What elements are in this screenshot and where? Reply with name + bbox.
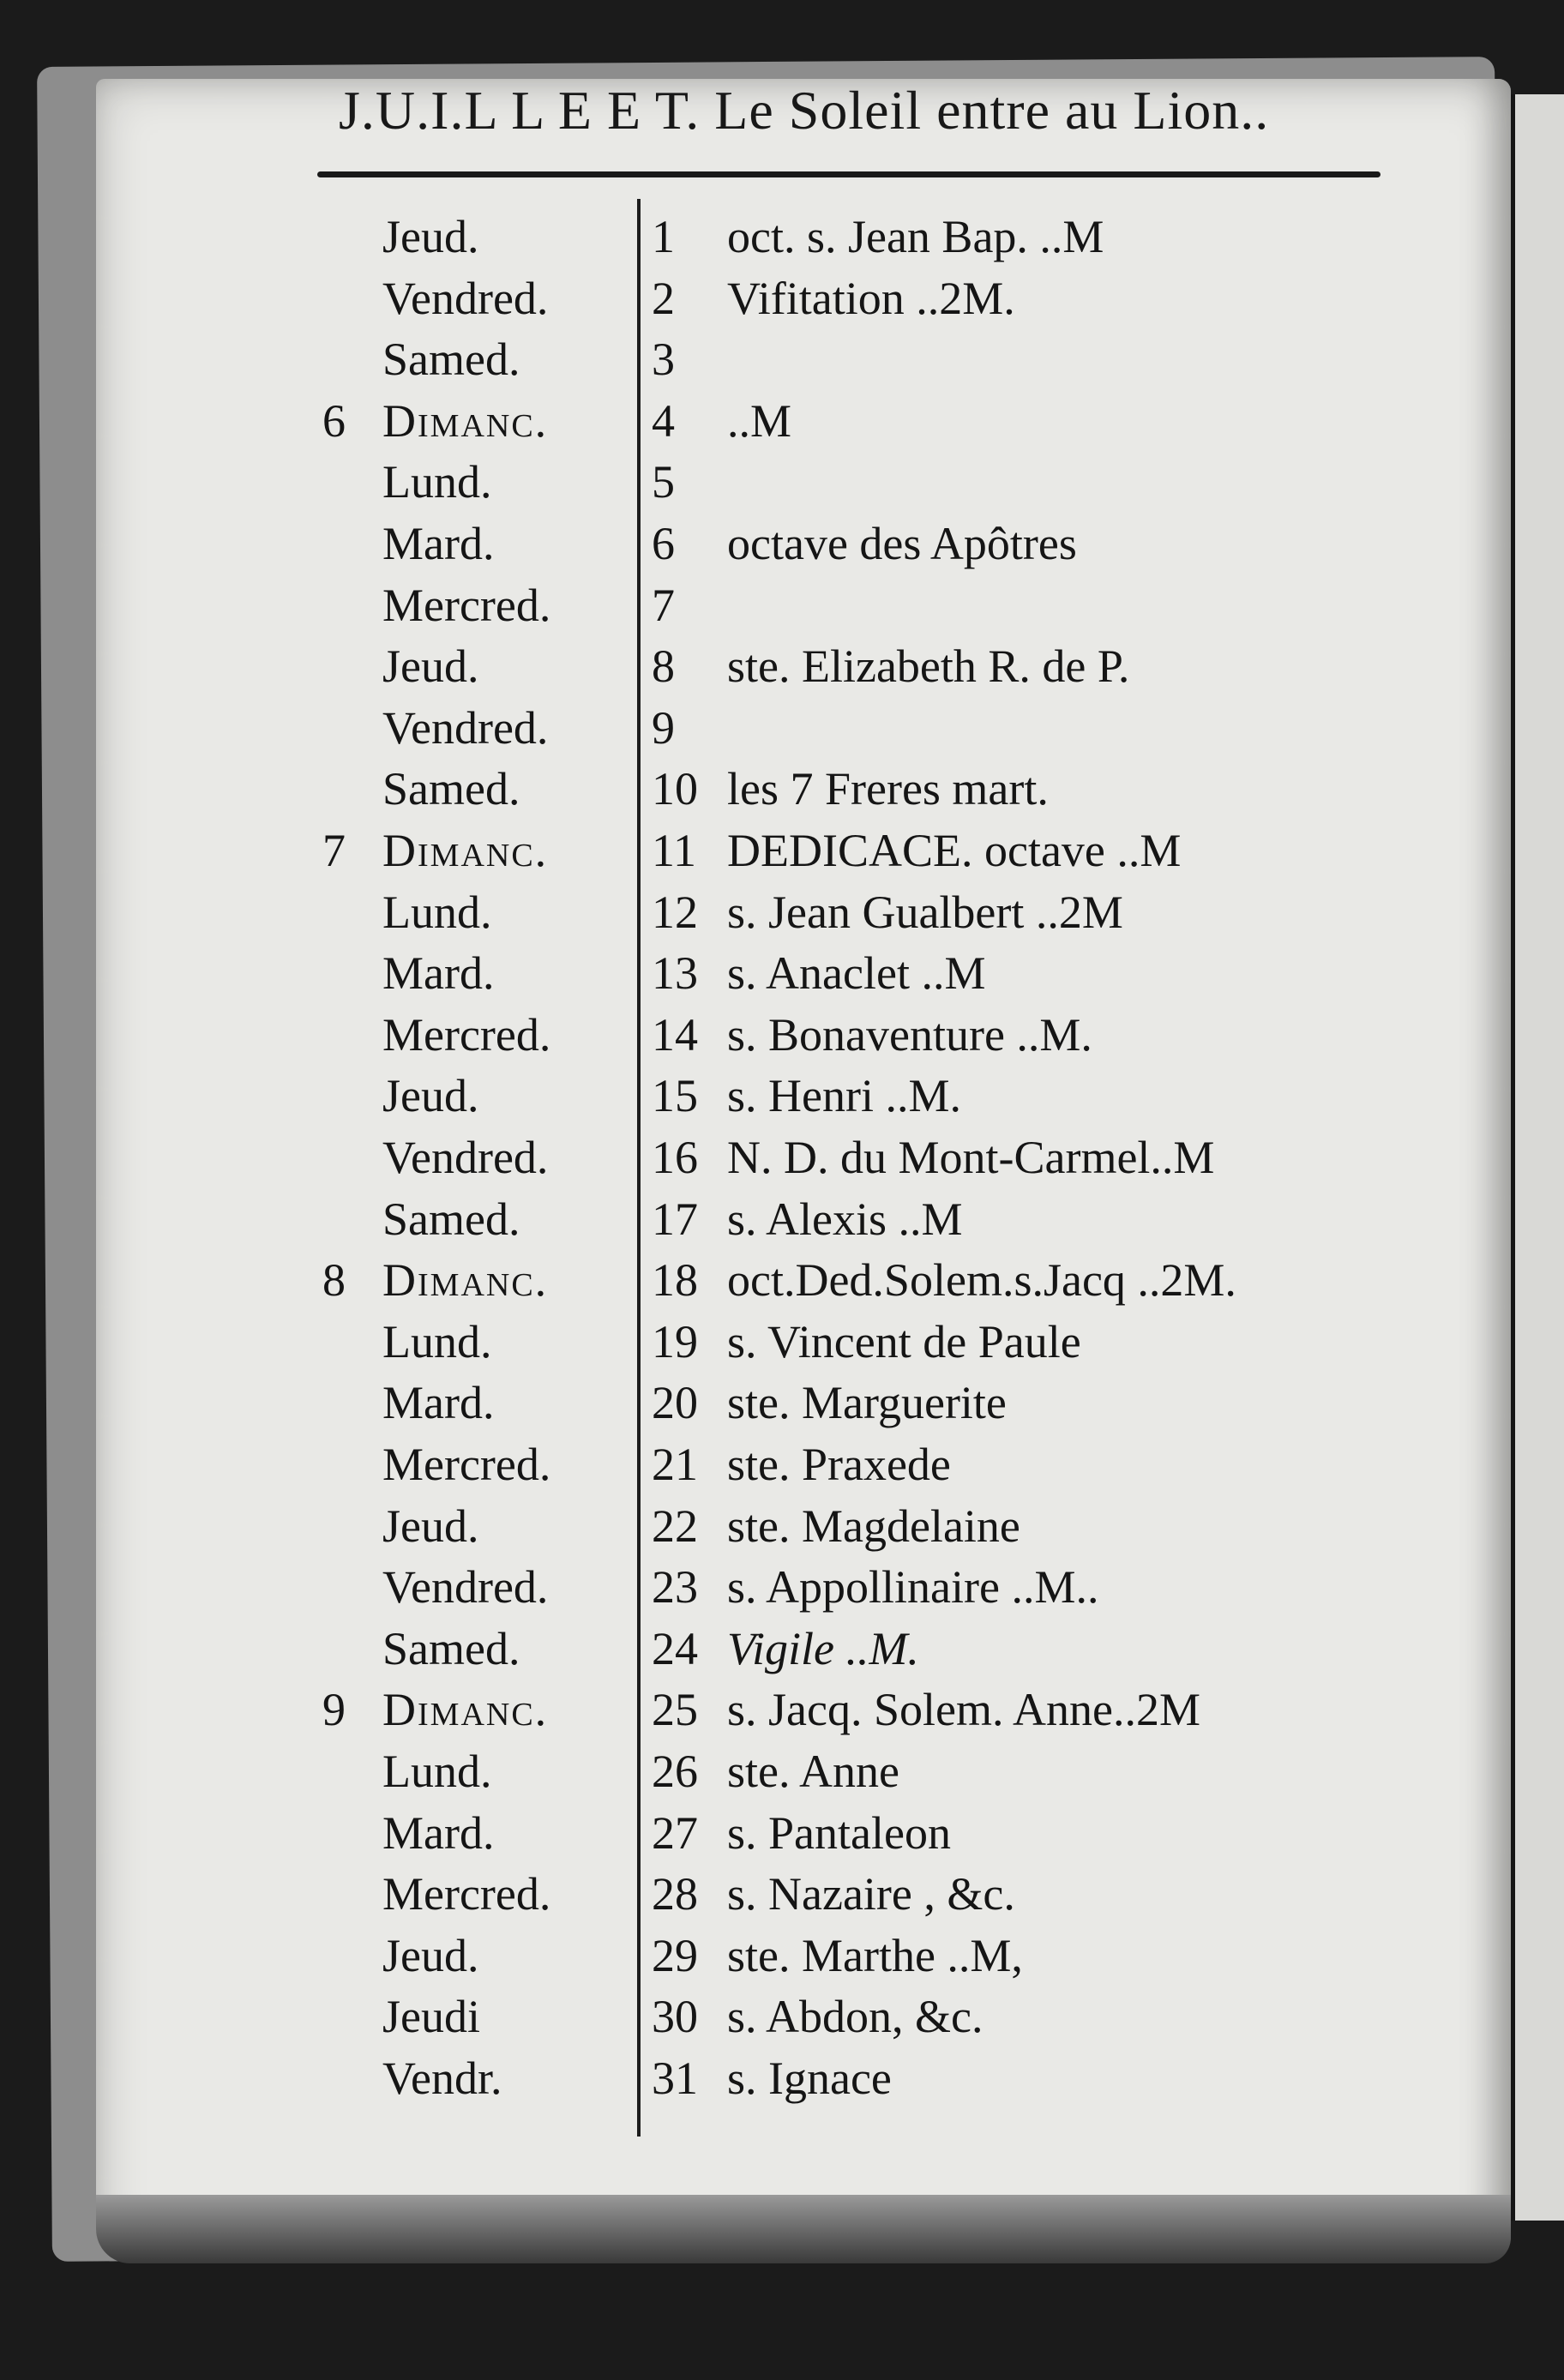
calendar-row	[0, 758, 1564, 820]
date-number: 7	[652, 579, 675, 631]
feast-entry: s. Henri ..M.	[727, 1070, 961, 1122]
weekday-label: Samed.	[382, 763, 520, 815]
calendar-row	[0, 1127, 1564, 1188]
weekday-label: Mard.	[382, 1806, 495, 1859]
feast-entry: ste. Praxede	[727, 1439, 951, 1490]
weekday-label: Samed.	[382, 1193, 520, 1245]
feast-entry: les 7 Freres mart.	[727, 763, 1049, 815]
week-number: 6	[322, 394, 346, 447]
calendar-row	[0, 574, 1564, 636]
calendar-row	[0, 820, 1564, 881]
feast-entry: ..M	[727, 394, 792, 447]
date-number: 26	[652, 1746, 698, 1797]
date-number: 1	[652, 211, 675, 262]
date-number: 15	[652, 1070, 698, 1122]
feast-entry: ste. Marthe ..M,	[727, 1929, 1023, 1981]
page-title: J.U.I.L L E E T. Le Soleil entre au Lion..	[339, 80, 1270, 141]
date-number: 10	[652, 763, 698, 815]
calendar-row	[0, 513, 1564, 574]
calendar-row	[0, 2047, 1564, 2109]
calendar-row	[0, 1863, 1564, 1925]
feast-entry: Vigile ..M.	[727, 1622, 919, 1674]
date-number: 11	[652, 825, 696, 876]
weekday-label: Lund.	[382, 1746, 492, 1797]
feast-entry: s. Appollinaire ..M..	[727, 1561, 1099, 1614]
weekday-label: Jeud.	[382, 1500, 479, 1552]
weekday-label: Mard.	[382, 518, 495, 569]
weekday-label: Jeud.	[382, 1929, 479, 1981]
date-number: 13	[652, 947, 698, 1000]
date-number: 24	[652, 1622, 698, 1674]
date-number: 19	[652, 1315, 698, 1367]
weekday-label: Mercred.	[382, 1439, 551, 1490]
date-number: 3	[652, 334, 675, 386]
date-number: 18	[652, 1254, 698, 1307]
weekday-label: Vendr.	[382, 2052, 502, 2104]
date-number: 23	[652, 1561, 698, 1614]
feast-entry: DEDICACE. octave ..M	[727, 825, 1182, 876]
feast-entry: s. Vincent de Paule	[727, 1315, 1081, 1367]
weekday-label: Jeudi	[382, 1991, 480, 2043]
date-number: 20	[652, 1377, 698, 1429]
title-rule	[317, 171, 1381, 177]
feast-entry: s. Pantaleon	[727, 1806, 951, 1859]
weekday-label: Jeud.	[382, 640, 479, 693]
calendar-row	[0, 635, 1564, 697]
weekday-label: Vendred.	[382, 272, 549, 324]
date-number: 9	[652, 701, 675, 754]
weekday-label: Samed.	[382, 334, 520, 386]
week-number: 9	[322, 1684, 346, 1736]
calendar-row	[0, 1372, 1564, 1433]
weekday-label: Mard.	[382, 947, 495, 1000]
weekday-label: Mercred.	[382, 1008, 551, 1061]
calendar-row	[0, 1740, 1564, 1802]
date-number: 2	[652, 272, 675, 324]
feast-entry: s. Jean Gualbert ..2M	[727, 886, 1123, 938]
date-number: 22	[652, 1500, 698, 1552]
weekday-label: Jeud.	[382, 211, 479, 262]
feast-entry: s. Anaclet ..M	[727, 947, 986, 1000]
date-number: 5	[652, 456, 675, 508]
page-edge	[96, 2195, 1511, 2263]
calendar-row	[0, 328, 1564, 390]
date-number: 14	[652, 1008, 698, 1061]
weekday-label: Mard.	[382, 1377, 495, 1429]
feast-entry: ste. Magdelaine	[727, 1500, 1020, 1552]
weekday-label: Vendred.	[382, 701, 549, 754]
date-number: 29	[652, 1929, 698, 1981]
date-number: 4	[652, 394, 675, 447]
week-number: 7	[322, 825, 346, 876]
calendar-row	[0, 1618, 1564, 1680]
feast-entry: s. Abdon, &c.	[727, 1991, 984, 2043]
calendar-row	[0, 451, 1564, 513]
feast-entry: ste. Marguerite	[727, 1377, 1007, 1429]
date-number: 27	[652, 1806, 698, 1859]
weekday-label: Dimanc.	[382, 394, 549, 447]
feast-entry: oct.Ded.Solem.s.Jacq ..2M.	[727, 1254, 1236, 1307]
date-number: 6	[652, 518, 675, 569]
calendar-row	[0, 1311, 1564, 1373]
feast-entry: N. D. du Mont-Carmel..M	[727, 1132, 1215, 1183]
date-number: 28	[652, 1868, 698, 1920]
calendar-row	[0, 206, 1564, 267]
weekday-label: Mercred.	[382, 579, 551, 631]
date-number: 17	[652, 1193, 698, 1245]
weekday-label: Lund.	[382, 456, 492, 508]
calendar-row	[0, 1249, 1564, 1311]
week-number: 8	[322, 1254, 346, 1307]
weekday-label: Vendred.	[382, 1132, 549, 1183]
weekday-label: Mercred.	[382, 1868, 551, 1920]
date-number: 25	[652, 1684, 698, 1736]
feast-entry: s. Bonaventure ..M.	[727, 1008, 1092, 1061]
date-number: 30	[652, 1991, 698, 2043]
weekday-label: Dimanc.	[382, 825, 549, 876]
feast-entry: ste. Elizabeth R. de P.	[727, 640, 1130, 693]
feast-entry: Vifitation ..2M.	[727, 272, 1015, 324]
weekday-label: Vendred.	[382, 1561, 549, 1614]
date-number: 16	[652, 1132, 698, 1183]
date-number: 12	[652, 886, 698, 938]
calendar-row	[0, 881, 1564, 943]
feast-entry: s. Ignace	[727, 2052, 892, 2104]
feast-entry: ste. Anne	[727, 1746, 899, 1797]
feast-entry: s. Alexis ..M	[727, 1193, 963, 1245]
weekday-label: Samed.	[382, 1622, 520, 1674]
feast-entry: oct. s. Jean Bap. ..M	[727, 211, 1104, 262]
feast-entry: s. Jacq. Solem. Anne..2M	[727, 1684, 1200, 1736]
weekday-label: Lund.	[382, 886, 492, 938]
calendar-row	[0, 1495, 1564, 1557]
calendar-row	[0, 390, 1564, 452]
calendar-row	[0, 1925, 1564, 1986]
date-number: 21	[652, 1439, 698, 1490]
date-number: 8	[652, 640, 675, 693]
feast-entry: octave des Apôtres	[727, 518, 1077, 569]
calendar-row	[0, 1065, 1564, 1127]
calendar-row	[0, 1004, 1564, 1066]
calendar-row	[0, 267, 1564, 329]
calendar-row	[0, 1556, 1564, 1618]
calendar-row	[0, 1986, 1564, 2047]
calendar-row	[0, 1679, 1564, 1740]
weekday-label: Dimanc.	[382, 1254, 549, 1307]
calendar-row	[0, 942, 1564, 1004]
feast-entry: s. Nazaire , &c.	[727, 1868, 1015, 1920]
calendar-row	[0, 1433, 1564, 1495]
weekday-label: Dimanc.	[382, 1684, 549, 1736]
weekday-label: Jeud.	[382, 1070, 479, 1122]
calendar-row	[0, 697, 1564, 759]
calendar-row	[0, 1188, 1564, 1250]
weekday-label: Lund.	[382, 1315, 492, 1367]
date-number: 31	[652, 2052, 698, 2104]
calendar-row	[0, 1802, 1564, 1864]
